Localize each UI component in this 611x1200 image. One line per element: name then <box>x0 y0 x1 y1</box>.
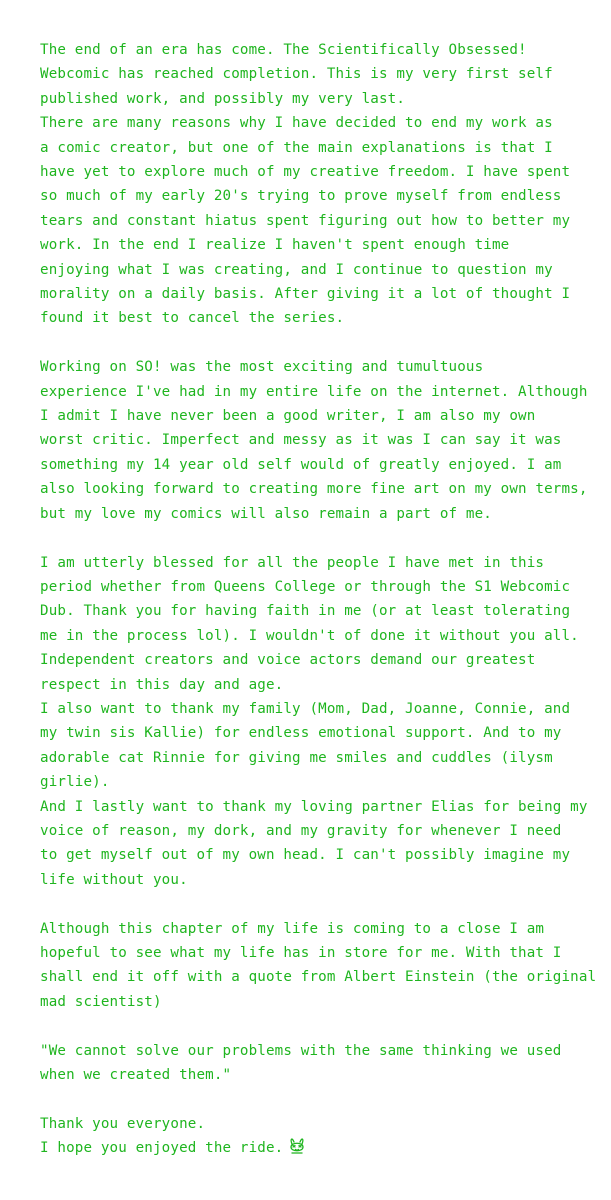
signoff-thanks: Thank you everyone. <box>40 1115 206 1132</box>
paragraph-spacer <box>40 526 600 550</box>
paragraph-spacer <box>40 892 600 916</box>
signoff <box>40 1112 600 1161</box>
einstein-quote: "We cannot solve our problems with the same thinking we used when we created them." <box>40 1042 562 1083</box>
bunny-face-icon <box>287 1136 307 1156</box>
letter-body <box>40 38 600 1161</box>
paragraph-intro: The end of an era has come. The Scientifically Obsessed! Webcomic has reached completion. This is my very first self published work, and possibly my very last. There are many reasons why I have decided to end my work as a comic creator, but one of the main explanations is that I have yet to explore much of my creative freedom. I have spent so much of my early 20's trying to prove myself from endless tears and constant hiatus spent figuring out how to better my work. In the end I realize I haven't spent enough time enjoying what I was creating, and I continue to question my morality on a daily basis. After giving it a lot of thought I found it best to cancel the series. <box>40 42 571 327</box>
paragraph-working-on-so: Working on SO! was the most exciting and tumultuous experience I've had in my entire life on the internet. Although I admit I have never been a good writer, I am also my own worst critic. Imperfect and messy as it was I can say it was something my 14 year old self would of greatly enjoyed. I am also looking forward to creating more fine art on my own terms, but my love my comics will also remain a part of me. <box>40 359 588 522</box>
paragraph-spacer <box>40 1087 600 1111</box>
signoff-ride: I hope you enjoyed the ride. <box>40 1140 284 1157</box>
paragraph-thanks: I am utterly blessed for all the people I have met in this period whether from Queens College or through the S1 Webcomic Dub. Thank you for having faith in me (or at least tolerating me in the process lol). I wouldn't of done it without you all. Independent creators and voice actors demand our greatest respect in this day and age. I also want to thank my family (Mom, Dad, Joanne, Connie, and my twin sis Kallie) for endless emotional support. And to my adorable cat Rinnie for giving me smiles and cuddles (ilysm girlie). And I lastly want to thank my loving partner Elias for being my voice of reason, my dork, and my gravity for whenever I need to get myself out of my own head. I can't possibly imagine my life without you. <box>40 554 588 888</box>
paragraph-spacer <box>40 1014 600 1038</box>
paragraph-closing: Although this chapter of my life is coming to a close I am hopeful to see what my life has in store for me. With that I shall end it off with a quote from Albert Einstein (the original mad scientist) <box>40 920 597 1010</box>
paragraph-spacer <box>40 331 600 355</box>
